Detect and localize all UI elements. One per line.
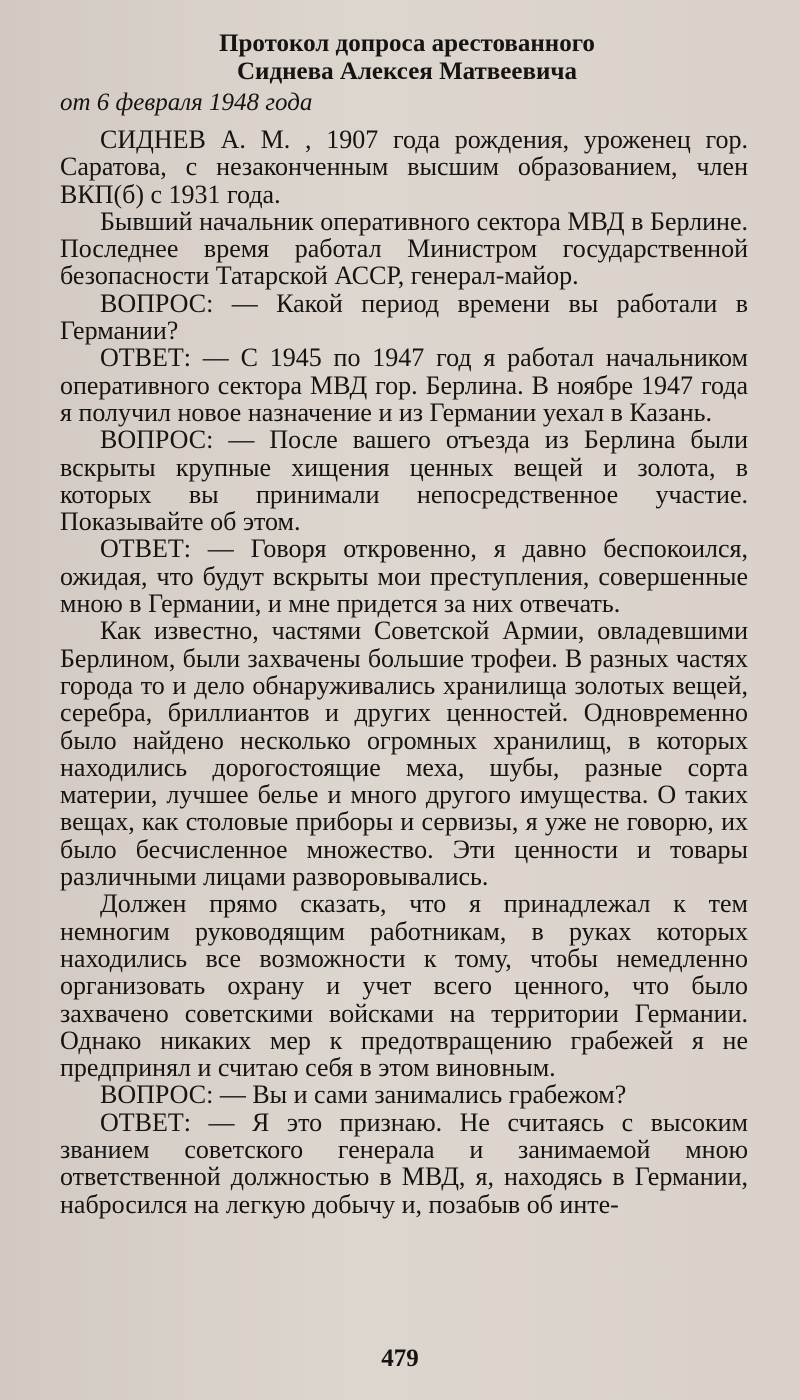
paragraph: СИДНЕВ А. М. , 1907 года рождения, уроженец гор. Саратова, с незаконченным высшим образованием, член ВКП(б) с 1931 года. [60, 125, 748, 209]
paragraph: Как известно, частями Советской Армии, овладевшими Берлином, были захвачены большие трофеи. В разных частях города то и дело обнаруживались хранилища золотых вещей, серебра, бриллиантов и других ценностей. Одновременно было найдено несколько огромных хранилищ, в которых находились дорогостоящие меха, шубы, разные сорта материи, лучшее белье и много другого имущества. О таких вещах, как столовые приборы и сервизы, я уже не говорю, их было бесчисленное множество. Эти ценности и товары различными лицами разворовывались. [60, 616, 748, 892]
paragraph: ВОПРОС: — Вы и сами занимались грабежом? [100, 1080, 627, 1110]
paragraph: ОТВЕТ: — С 1945 по 1947 год я работал начальником оперативного сектора МВД гор. Берлина. В ноябре 1947 года я получил новое назначение и из Германии уехал в Казань. [60, 343, 748, 427]
paragraph: Должен прямо сказать, что я принадлежал к тем немногим руководящим работникам, в руках которых находились все возможности к тому, чтобы немедленно организовать охрану и учет всего ценного, что было захвачено советскими войсками на территории Германии. Однако никаких мер к предотвращению грабежей я не предпринял и считаю себя в этом виновным. [60, 889, 748, 1083]
title-line-1: Протокол допроса арестованного [219, 30, 595, 57]
paragraph: ВОПРОС: — Какой период времени вы работали в Германии? [60, 288, 748, 346]
document-body [60, 126, 748, 1218]
paragraph: Бывший начальник оперативного сектора МВД в Берлине. Последнее время работал Министром государственной безопасности Татарской АССР, генерал-майор. [60, 206, 748, 291]
title-line-2: Сиднева Алексея Матвеевича [236, 58, 577, 85]
document-title [60, 30, 748, 86]
document-date: от 6 февраля 1948 года [60, 89, 313, 116]
paragraph: ОТВЕТ: — Говоря откровенно, я давно беспокоился, ожидая, что будут вскрыты мои преступления, совершенные мною в Германии, и мне придется за них отвечать. [60, 534, 748, 619]
page-number: 479 [381, 1345, 419, 1372]
paragraph: ВОПРОС: — После вашего отъезда из Берлина были вскрыты крупные хищения ценных вещей и золота, в которых вы принимали непосредственное участие. Показывайте об этом. [60, 425, 748, 537]
paragraph: ОТВЕТ: — Я это признаю. Не считаясь с высоким званием советского генерала и занимаемой мною ответственной должностью в МВД, я, находясь в Германии, набросился на легкую добычу и, позабыв об инте- [60, 1107, 748, 1219]
